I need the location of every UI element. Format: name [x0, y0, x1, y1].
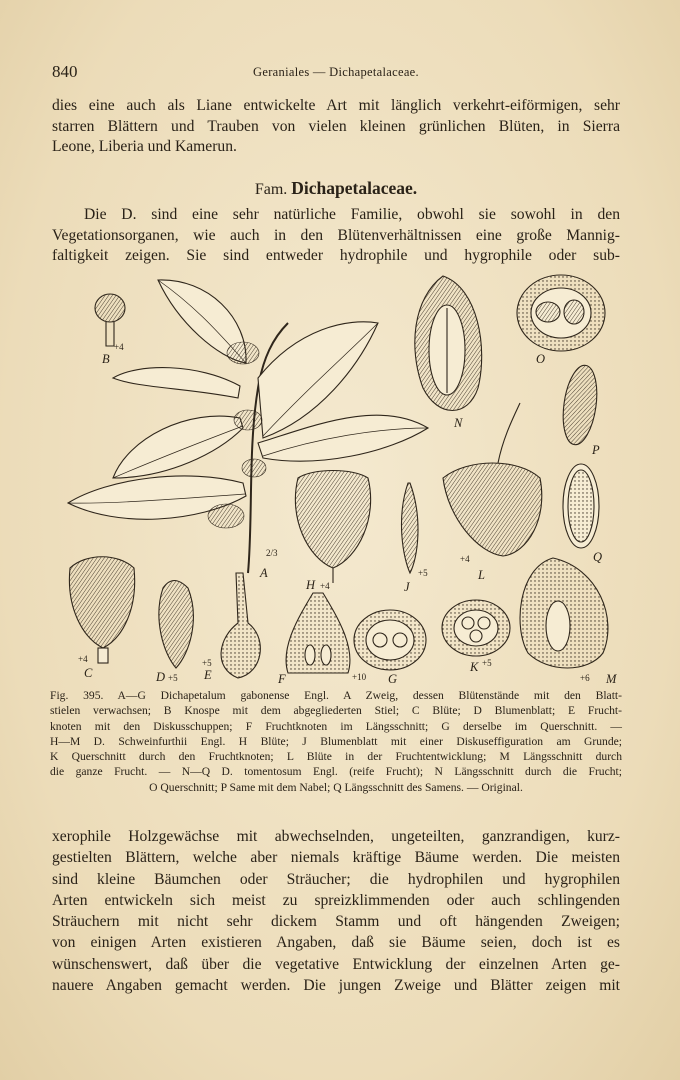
- petal-drawing-d: [159, 581, 193, 669]
- scale-l: +4: [460, 554, 470, 564]
- scale-f: +10: [352, 672, 367, 682]
- scale-d: +5: [168, 673, 178, 683]
- ovary-drawing-e: [221, 573, 260, 678]
- scale-j: +5: [418, 568, 428, 578]
- text-line: Sträuchern mit nicht sehr dickem Stamm und oft hängenden Zweigen;: [52, 913, 620, 931]
- label-g: G: [388, 672, 398, 686]
- running-head: Geraniales — Dichapetalaceae.: [253, 65, 419, 79]
- text-line: wünschenswert, daß über die vegetative Entwicklung der einzelnen Arten ge-: [52, 955, 620, 973]
- label-p: P: [592, 443, 600, 457]
- label-n: N: [454, 416, 463, 430]
- label-h: H: [306, 578, 316, 592]
- caption-line: knoten mit den Diskusschuppen; F Fruchtknoten im Längsschnitt; G derselbe im Querschnitt. —: [50, 719, 622, 733]
- flower-drawing-h: [295, 471, 370, 584]
- scale-h: +4: [320, 581, 330, 591]
- text-line: Vegetationsorganen, wie auch in den Blütenverhältnissen eine große Mannig-: [52, 226, 620, 244]
- label-o: O: [536, 352, 546, 366]
- scale-b: +4: [114, 342, 124, 352]
- fruit-cross-section-o: [517, 275, 605, 351]
- intro-paragraph: [52, 96, 620, 158]
- label-a: A: [260, 566, 268, 580]
- text-line: sind kleine Bäumchen oder Sträucher; die hydrophilen und hygrophilen: [52, 870, 620, 888]
- branch-drawing-a: [68, 280, 428, 573]
- text-line: Die D. sind eine sehr natürliche Familie, obwohl sie sowohl in den: [84, 206, 620, 223]
- ovary-cross-section-g: [354, 610, 426, 670]
- scale-m: +6: [580, 673, 590, 683]
- figure-caption: [50, 688, 622, 795]
- caption-line: H—M D. Schweinfurthii Engl. H Blüte; J Blumenblatt mit einer Diskuseffiguration am Grunde;: [50, 734, 622, 748]
- label-l: L: [478, 568, 485, 582]
- text-line: faltigkeit zeigen. Sie sind entweder hydrophile und hygrophile oder sub-: [52, 247, 620, 264]
- family-heading: [52, 178, 620, 199]
- page-header: [52, 62, 620, 82]
- scale-c: +4: [78, 654, 88, 664]
- label-j: J: [404, 580, 410, 594]
- text-line: von einigen Arten existieren Angaben, daß sie Bäume seien, doch ist es: [52, 934, 620, 952]
- label-m: M: [606, 672, 617, 686]
- ovary-cross-section-k: [442, 600, 510, 656]
- text-line: Arten entwickeln sich meist zu spreizklimmenden oder auch schlingenden: [52, 891, 620, 909]
- label-q: Q: [593, 550, 603, 564]
- caption-line: Fig. 395. A—G Dichapetalum gabonense Engl. A Zweig, dessen Blütenstände mit den Blatt-: [50, 689, 622, 702]
- scale-a: 2/3: [266, 548, 278, 558]
- botanical-figure: [58, 268, 618, 686]
- scale-e: +5: [202, 658, 212, 668]
- family-name: Dichapetalaceae.: [291, 178, 418, 198]
- text-line: xerophile Holzgewächse mit abwechselnden, ungeteilten, ganzrandigen, kurz-: [52, 828, 620, 845]
- family-prefix: Fam.: [254, 181, 288, 198]
- text-line: dies eine auch als Liane entwickelte Art mit länglich verkehrt-eiförmigen, sehr: [52, 97, 620, 114]
- caption-line: O Querschnitt; P Same mit dem Nabel; Q Längsschnitt des Samens. — Original.: [149, 780, 523, 794]
- bud-drawing-b: [95, 294, 125, 346]
- label-f: F: [278, 672, 286, 686]
- text-line: Leone, Liberia und Kamerun.: [52, 138, 237, 155]
- caption-line: K Querschnitt durch den Fruchtknoten; L Blüte in der Fruchtentwicklung; M Längsschnitt durch: [50, 750, 622, 764]
- label-d: D: [156, 670, 166, 684]
- page-number: 840: [52, 62, 78, 81]
- seed-drawing-p: [559, 363, 602, 447]
- text-line: nauere Angaben gemacht werden. Die jungen Zweige und Blätter zeigen mit: [52, 977, 620, 995]
- fruit-section-m: [520, 558, 608, 668]
- caption-line: stielen verwachsen; B Knospe mit dem abgegliederten Stiel; C Blüte; D Blumenblatt; E Frucht-: [50, 704, 622, 718]
- paragraph-1: [52, 205, 620, 267]
- label-c: C: [84, 666, 93, 680]
- label-e: E: [204, 668, 212, 682]
- text-line: starren Blättern und Trauben von vielen kleinen grünlichen Blüten, in Sierra: [52, 117, 620, 135]
- text-line: gestielten Blättern, welche aber niemals kräftige Bäume werden. Die meisten: [52, 849, 620, 867]
- scale-k: +5: [482, 658, 492, 668]
- caption-line: die ganze Frucht. — N—Q D. tomentosum Engl. (reife Frucht); N Längsschnitt durch die Frucht;: [50, 765, 622, 779]
- figure-illustration: [58, 268, 618, 686]
- paragraph-2: [52, 826, 620, 996]
- label-k: K: [470, 660, 479, 674]
- fruit-section-n: [415, 276, 482, 411]
- ovary-section-f: [286, 593, 350, 673]
- petal-drawing-j: [402, 483, 418, 573]
- flower-drawing-c: [69, 557, 134, 663]
- label-b: B: [102, 352, 110, 366]
- seed-section-q: [563, 464, 599, 548]
